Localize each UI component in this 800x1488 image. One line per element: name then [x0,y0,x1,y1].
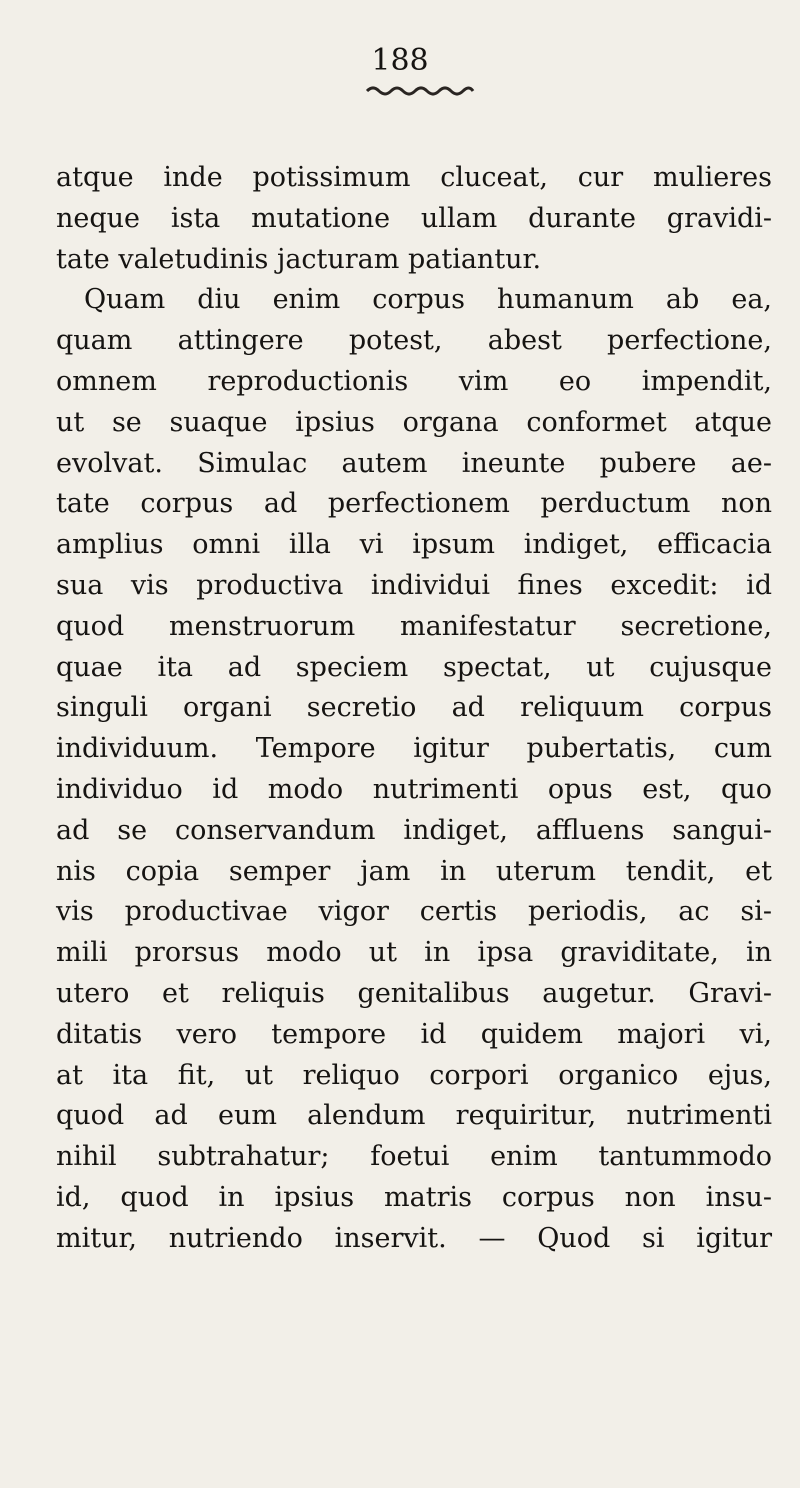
text-line: evolvat. Simulac autem ineunte pubere ae- [56,447,772,479]
text-line: nis copia semper jam in uterum tendit, et [56,855,772,887]
text-line: mitur, nutriendo inservit. — Quod si igitur [56,1222,772,1254]
text-line: tate valetudinis jacturam patiantur. [56,243,542,275]
text-line: quae ita ad speciem spectat, ut cujusque [56,651,772,683]
text-line: ad se conservandum indiget, affluens sangui- [56,814,772,846]
text-line: quam attingere potest, abest perfectione, [56,325,772,357]
text-line: atque inde potissimum cluceat, cur mulieres [56,162,772,193]
text-line: individuo id modo nutrimenti opus est, quo [56,773,772,805]
body-text [56,158,772,1260]
text-line: tate corpus ad perfectionem perductum non [56,488,772,520]
text-line: id, quod in ipsius matris corpus non insu- [56,1181,772,1213]
text-line: Quam diu enim corpus humanum ab ea, [84,284,772,316]
text-line: ditatis vero tempore id quidem majori vi, [56,1018,772,1050]
text-line: neque ista mutatione ullam durante gravidi- [56,202,772,234]
text-line: ut se suaque ipsius organa conformet atque [56,406,772,438]
text-line: individuum. Tempore igitur pubertatis, cum [56,733,772,765]
text-line: nihil subtrahatur; foetui enim tantummodo [56,1141,772,1173]
text-line: quod menstruorum manifestatur secretione, [56,610,772,642]
text-line: amplius omni illa vi ipsum indiget, efficacia [56,529,772,561]
page-number: 188 [371,43,429,78]
text-line: utero et reliquis genitalibus augetur. Gravi- [56,977,772,1009]
text-line: mili prorsus modo ut in ipsa graviditate, in [56,937,772,969]
text-line: singuli organi secretio ad reliquum corpus [56,692,772,724]
text-line: quod ad eum alendum requiritur, nutrimenti [56,1100,772,1132]
text-line: vis productivae vigor certis periodis, ac si- [56,896,772,928]
text-line: at ita fit, ut reliquo corpori organico ejus, [56,1059,772,1091]
text-line: omnem reproductionis vim eo impendit, [56,365,772,397]
ornamental-rule [365,84,475,98]
text-line: sua vis productiva individui fines excedit: id [56,569,772,601]
